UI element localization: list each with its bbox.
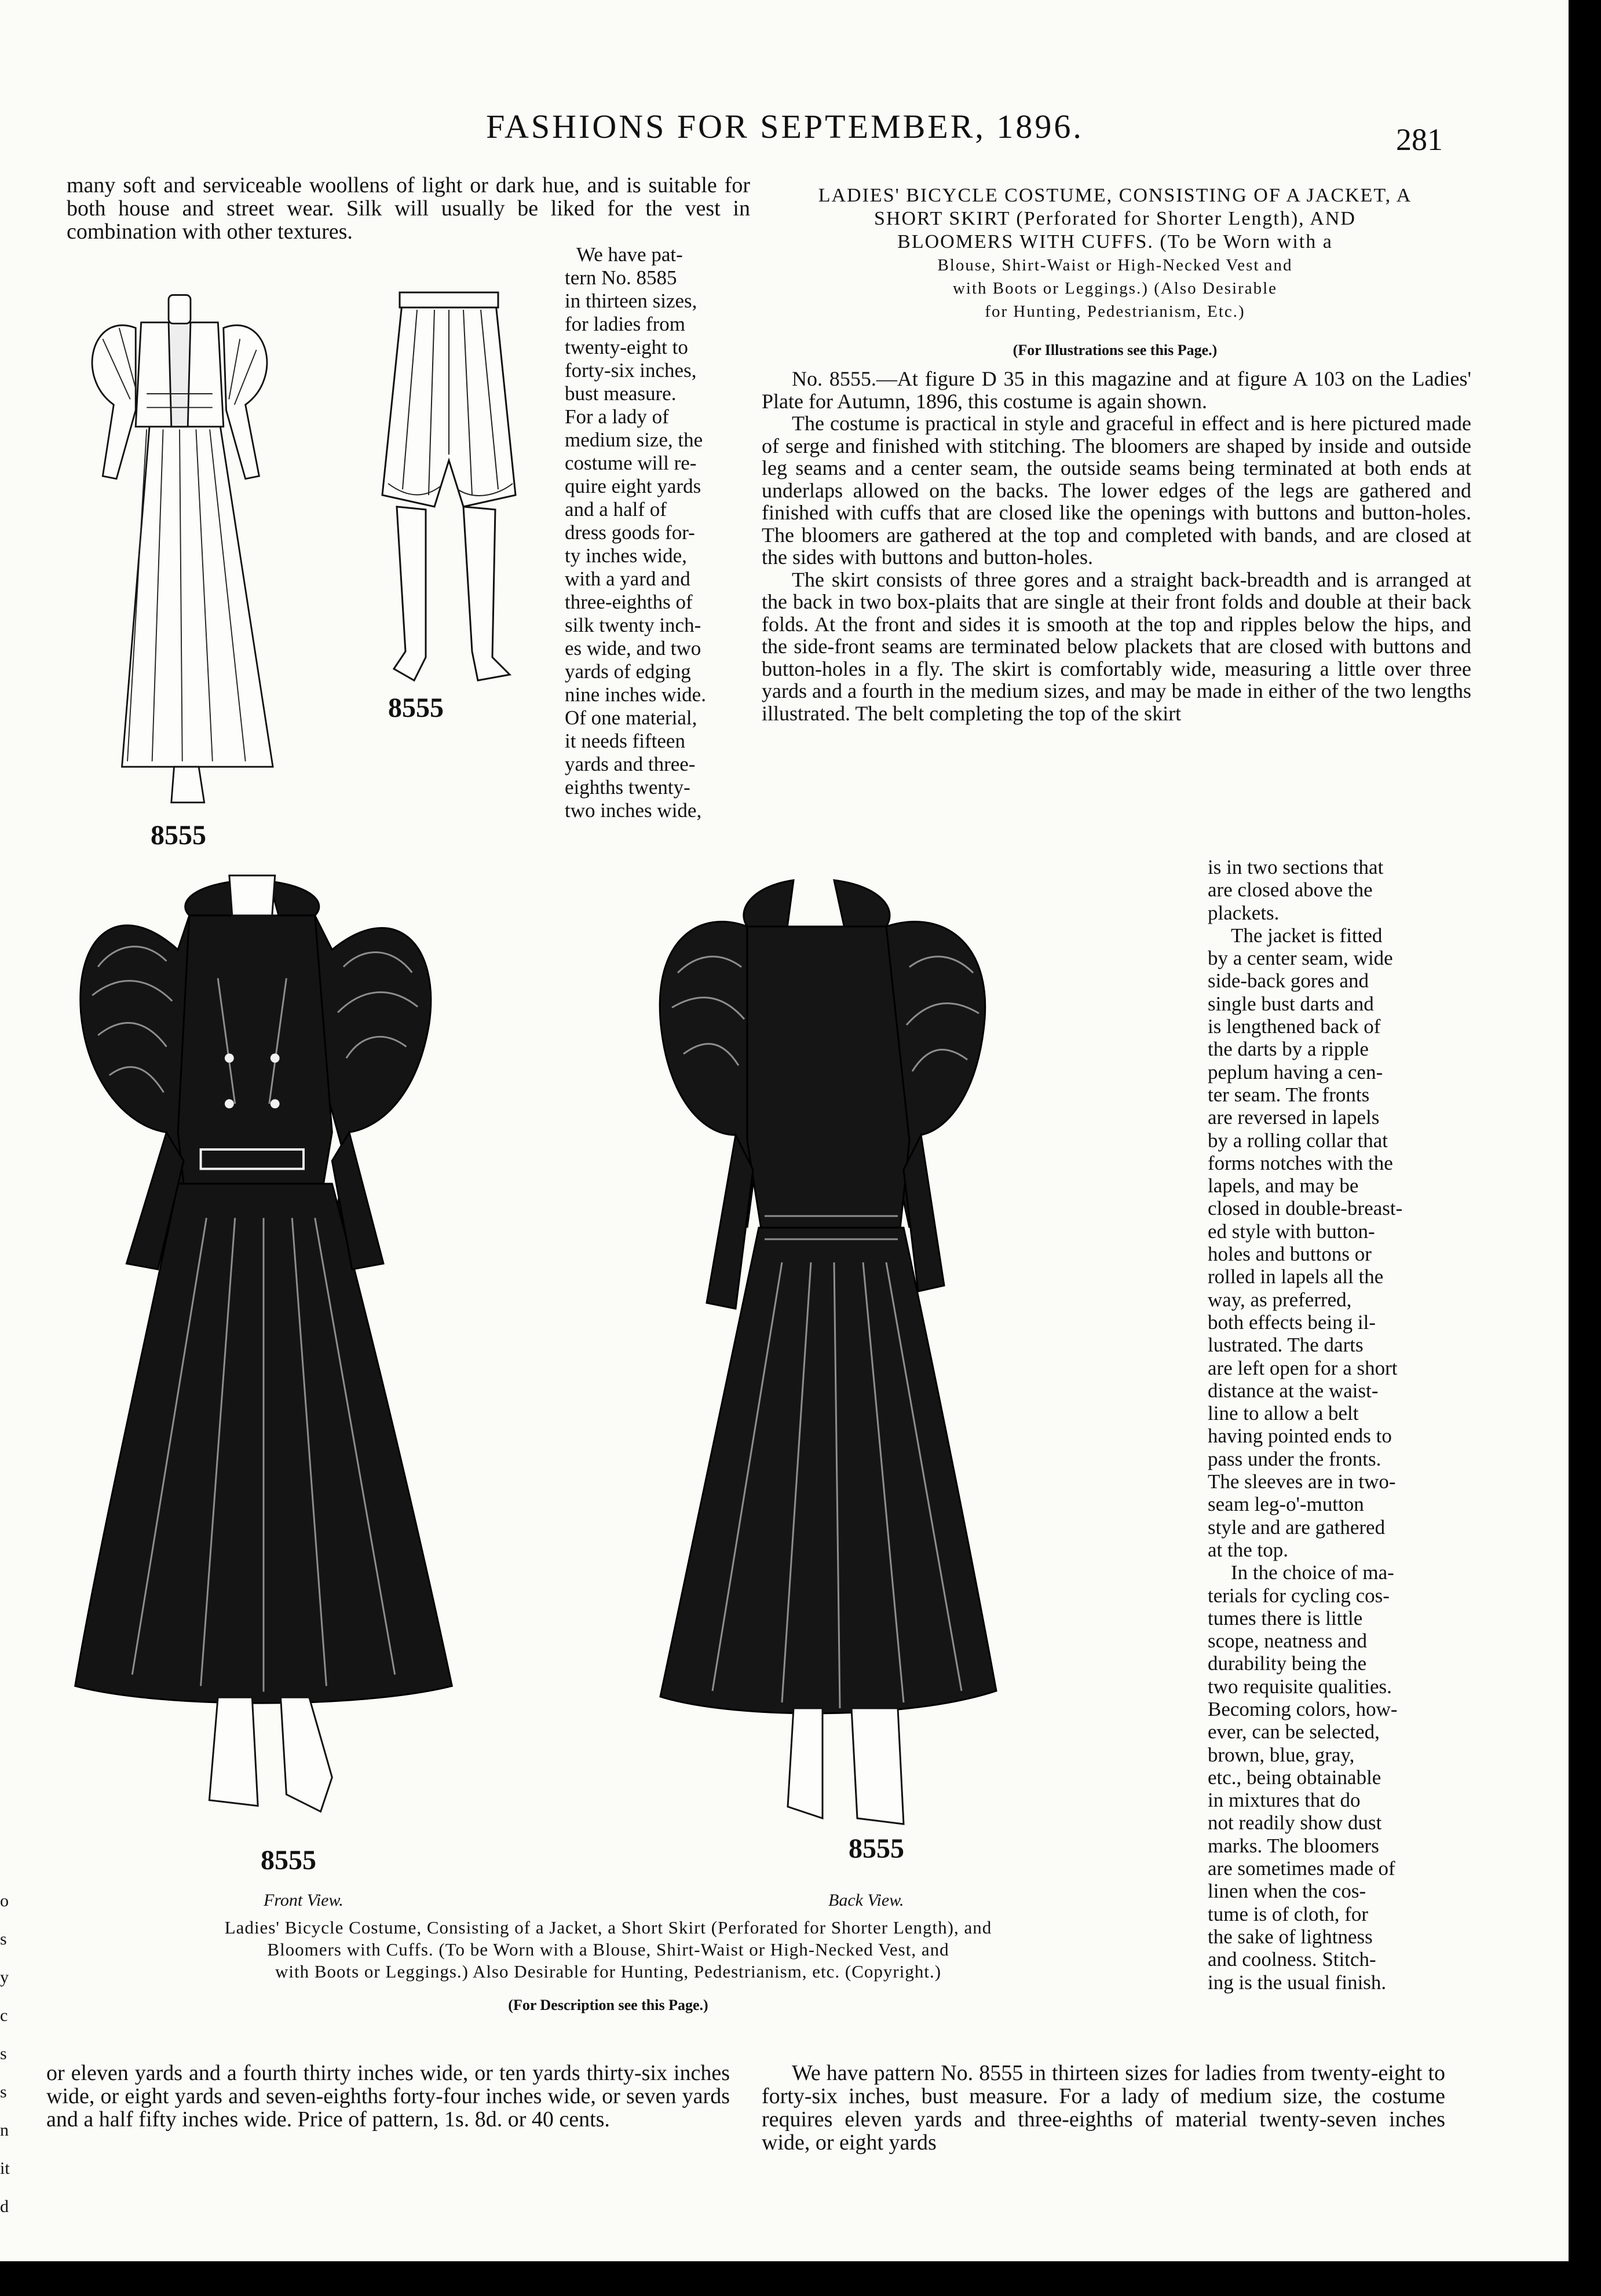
article-body-narrow: is in two sections that are closed above the plackets. The jacket is fitted by a center seam, wide side-back gores and single bust darts and is lengthened back of the darts by a ripple peplum having a cen- ter seam. The fronts are reversed in lapels by a rolling collar that forms notches with the lapels, and may be closed in double-breast- ed style with button- holes and buttons or rolled in lapels all the way, as preferred, both effects being il- lustrated. The darts are left open for a short distance at the waist- line to allow a belt having pointed ends to pass under the fronts. The sleeves are in two- seam leg-o'-mutton style and are gathered at the top. In the choice of ma- terials for cycling cos- tumes there is little scope, neatness and durability being the two requisite qualities. Becoming colors, how- ever, can be selected, brown, blue, gray, etc., being obtainable in mixtures that do not readily show dust marks. The bloomers are sometimes made of linen when the cos- tume is of cloth, for the sake of lightness and coolness. Stitch- ing is the usual finish. bbox=[1208, 856, 1403, 1994]
article-title: LADIES' BICYCLE COSTUME, CONSISTING OF A JACKET, A SHORT SKIRT (Perforated for Shorter Length), AND BLOOMERS WITH CUFFS. (To be Worn with a Blouse, Shirt-Waist or High-Necked Vest and with Boots or Leggings.) (Also Desirable for Hunting, Pedestrianism, Etc.) bbox=[818, 185, 1412, 321]
front-view-label: Front View. bbox=[264, 1891, 343, 1910]
article-closing-text: We have pattern No. 8555 in thirteen sizes for ladies from twenty-eight to forty-six inches, bust measure. For a lady of medium size, the costume requires eleven yards and three-eighths of material twenty-seven inches wide, or eight yards bbox=[762, 2061, 1445, 2155]
right-scan-border bbox=[1569, 0, 1601, 2296]
description-reference: (For Description see this Page.) bbox=[508, 1997, 708, 2013]
bloomers-sketch bbox=[377, 287, 521, 692]
page-number: 281 bbox=[1396, 122, 1443, 157]
back-view-label: Back View. bbox=[828, 1891, 904, 1910]
back-view-number: 8555 bbox=[849, 1833, 904, 1864]
jacket-back-view-illustration bbox=[649, 869, 1008, 1853]
left-intro-text: many soft and serviceable woollens of light or dark hue, and is suitable for both house and street wear. Silk will usually be liked for the vest in combination with other textures. bbox=[67, 173, 750, 244]
bloomers-number: 8555 bbox=[388, 693, 444, 723]
illustration-reference: (For Illustrations see this Page.) bbox=[1012, 342, 1218, 358]
article-body: No. 8555.—At figure D 35 in this magazine and at figure A 103 on the Ladies' Plate for Autumn, 1896, this costume is again shown. The costume is practical in style and graceful in effect and is here pictured made of serge and finished with stitching. The bloomers are shaped by inside and outside leg seams and a center seam, the outside seams being terminated at both ends at underlaps allowed on the backs. The lower edges of the legs are gathered and finished with cuffs that are closed like the openings with buttons and button-holes. The bloomers are gathered at the top and completed with bands, and are closed at the sides with buttons and button-holes. The skirt consists of three gores and a straight back-breadth and is arranged at the back in two box-plaits that are single at their front folds and double at their back folds. At the front and sides it is smooth at the top and ripples below the hips, and the side-front seams are terminated below plackets that are closed with buttons and button-holes in a fly. The skirt is comfortably wide, measuring a little over three yards and a fourth in the medium sizes, and may be made in either of the two lengths illustrated. The belt completing the top of the skirt bbox=[762, 367, 1471, 725]
illustration-caption: Ladies' Bicycle Costume, Consisting of a Jacket, a Short Skirt (Perforated for Shorter Length), and Bloomers with Cuffs. (To be Worn with a Blouse, Shirt-Waist or High-Necked Vest, and with Boots or Leggings.) Also Desirable for Hunting, Pedestrianism, etc. (Copyright.) bbox=[224, 1917, 992, 1982]
front-view-number: 8555 bbox=[261, 1845, 316, 1876]
cropped-edge-characters: o s y c s s n it d bbox=[0, 1891, 10, 2216]
small-costume-number: 8555 bbox=[151, 820, 206, 851]
pattern-description-narrow: We have pat- tern No. 8585 in thirteen sizes, for ladies from twenty-eight to forty-six inches, bust measure. For a lady of medium size, the costume will re- quire eight yards and a half of dress goods for- ty inches wide, with a yard and three-eighths of silk twenty inch- es wide, and two yards of edging nine inches wide. Of one material, it needs fifteen yards and three- eighths twenty- two inches wide, bbox=[565, 243, 706, 822]
running-head: FASHIONS FOR SEPTEMBER, 1896. bbox=[486, 108, 1084, 145]
bottom-scan-border bbox=[0, 2261, 1601, 2296]
left-continuation-text: or eleven yards and a fourth thirty inches wide, or ten yards thirty-six inches wide, or eight yards and seven-eighths forty-four inches wide, or seven yards and a half fifty inches wide. Price of pattern, 1s. 8d. or 40 cents. bbox=[46, 2061, 730, 2132]
jacket-front-view-illustration bbox=[64, 857, 463, 1841]
costume-front-sketch bbox=[58, 290, 301, 811]
